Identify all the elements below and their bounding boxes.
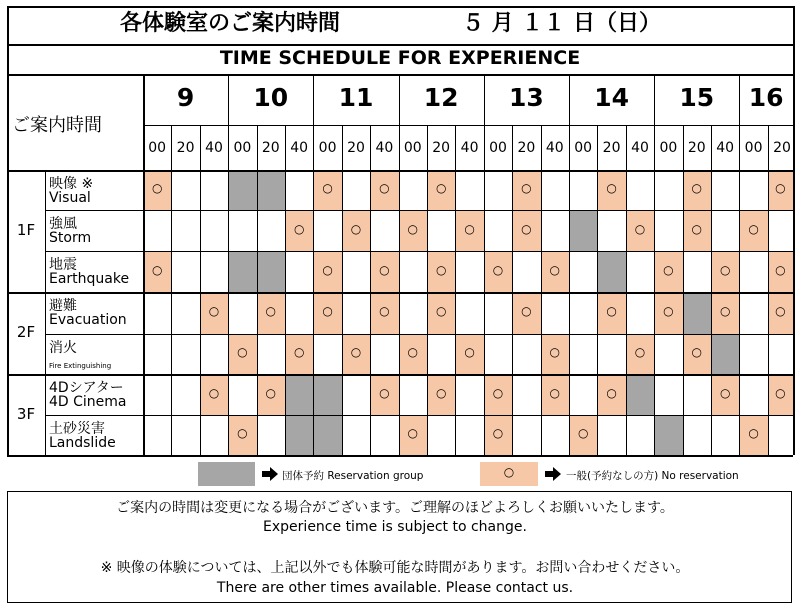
minute-label: 20 (432, 140, 451, 156)
slot-open (512, 170, 540, 210)
slot-open (285, 210, 313, 251)
slot-open (739, 210, 767, 251)
room-name-ja: 4Dシアター (49, 380, 124, 396)
slot-open (626, 334, 654, 374)
open-mark: ○ (492, 426, 504, 440)
open-mark: ○ (691, 181, 703, 195)
slot-open (484, 374, 512, 415)
column-line (228, 74, 229, 455)
column-line (427, 125, 428, 455)
open-mark: ○ (407, 345, 419, 359)
legend-group-swatch (198, 462, 255, 486)
open-mark: ○ (322, 304, 333, 318)
row-line (45, 251, 793, 252)
open-mark: ○ (549, 262, 561, 277)
slot-open (768, 374, 793, 415)
open-mark: ○ (492, 385, 504, 400)
open-mark: ○ (435, 385, 447, 400)
open-mark: ○ (379, 385, 390, 400)
border-right (793, 6, 795, 455)
open-mark: ○ (151, 262, 163, 277)
minute-label: 00 (403, 140, 422, 156)
room-name-en: Fire Extinguishing (49, 362, 112, 370)
row-line (45, 210, 793, 211)
slot-group-reserved (313, 374, 341, 415)
room-name-ja: 映像 ※ (49, 176, 94, 192)
border-subtitle (7, 74, 793, 76)
border-title (7, 44, 793, 46)
slot-open (313, 170, 341, 210)
border-floor-col (45, 170, 46, 455)
hour-label: 11 (338, 83, 374, 112)
open-mark: ○ (775, 385, 786, 400)
open-mark: ○ (577, 426, 589, 440)
slot-group-reserved (228, 170, 256, 210)
slot-open (313, 251, 341, 292)
note-line1-ja: ご案内の時間は変更になる場合がございます。ご理解のほどよろしくお願いいたします。 (116, 500, 674, 516)
open-mark: ○ (492, 262, 504, 277)
slot-open (257, 292, 285, 334)
slot-open (285, 334, 313, 374)
slot-open (569, 415, 597, 455)
hour-label: 13 (508, 83, 544, 112)
slot-open (257, 374, 285, 415)
floor-label: 2F (16, 323, 36, 341)
room-name-en: Storm (49, 230, 92, 246)
slot-open (484, 415, 512, 455)
slot-open (541, 374, 569, 415)
column-line (541, 125, 542, 455)
column-line (683, 125, 684, 455)
slot-open (342, 210, 370, 251)
open-mark: ○ (350, 345, 362, 359)
slot-open (541, 251, 569, 292)
slot-open (768, 251, 793, 292)
slot-open (541, 334, 569, 374)
slot-open (739, 415, 767, 455)
open-mark: ○ (293, 221, 305, 236)
column-line (597, 125, 598, 455)
row-line (7, 292, 793, 294)
column-line (370, 125, 371, 455)
hour-label: 12 (423, 83, 459, 112)
border-left (7, 6, 9, 455)
hour-label: 15 (679, 83, 715, 112)
open-mark: ○ (606, 304, 617, 318)
slot-open (654, 251, 682, 292)
slot-open (228, 334, 256, 374)
column-line (739, 74, 740, 455)
slot-open (399, 210, 427, 251)
border-grid-left (143, 74, 145, 455)
open-mark: ○ (435, 262, 447, 277)
open-mark: ○ (663, 262, 674, 277)
open-mark: ○ (322, 262, 333, 277)
minute-label: 40 (460, 140, 479, 156)
legend-open-arrow-icon (545, 467, 561, 481)
open-mark: ○ (208, 304, 220, 318)
slot-open (427, 251, 455, 292)
room-name-en: Evacuation (49, 312, 127, 328)
slot-open (711, 292, 739, 334)
slot-open (370, 292, 398, 334)
slot-open (597, 170, 625, 210)
slot-group-reserved (285, 374, 313, 415)
slot-open (683, 210, 711, 251)
slot-group-reserved (257, 251, 285, 292)
slot-group-reserved (285, 415, 313, 455)
slot-open (512, 210, 540, 251)
minute-label: 20 (347, 140, 365, 156)
slot-open (455, 334, 483, 374)
minute-label: 00 (148, 140, 167, 156)
slot-open (427, 374, 455, 415)
open-mark: ○ (606, 181, 617, 195)
minute-label: 20 (176, 140, 195, 156)
column-line (399, 74, 400, 455)
slot-open (626, 210, 654, 251)
border-bottom (7, 455, 793, 457)
room-name-en: 4D Cinema (49, 394, 127, 410)
open-mark: ○ (379, 181, 390, 195)
minute-label: 00 (233, 140, 252, 156)
column-line (171, 125, 172, 455)
slot-open (597, 292, 625, 334)
minute-label: 40 (375, 140, 394, 156)
slot-group-reserved (626, 374, 654, 415)
slot-open (427, 170, 455, 210)
open-mark: ○ (719, 304, 731, 318)
column-line (342, 125, 343, 455)
open-mark: ○ (407, 426, 419, 440)
column-line (654, 74, 655, 455)
slot-open (455, 210, 483, 251)
slot-open (768, 292, 793, 334)
minute-label: 20 (517, 140, 536, 156)
column-line (711, 125, 712, 455)
room-name-en: Earthquake (49, 271, 130, 287)
slot-group-reserved (257, 170, 285, 210)
slot-open (143, 251, 171, 292)
open-mark: ○ (265, 304, 277, 318)
slot-open (768, 170, 793, 210)
hour-label: 9 (176, 83, 195, 112)
slot-open (427, 292, 455, 334)
legend-group-arrow-icon (262, 467, 278, 481)
legend-open-swatch (480, 462, 538, 486)
border-hours (143, 125, 793, 126)
note-line2-en: There are other times available. Please contact us. (216, 580, 574, 596)
slot-open (597, 374, 625, 415)
minute-label: 20 (687, 140, 706, 156)
open-mark: ○ (719, 385, 731, 400)
open-mark: ○ (775, 304, 786, 318)
slot-open (484, 251, 512, 292)
slot-open (200, 292, 228, 334)
column-line (200, 125, 201, 455)
open-mark: ○ (407, 221, 419, 236)
open-mark: ○ (464, 221, 475, 236)
minute-label: 40 (205, 140, 223, 156)
minute-label: 00 (489, 140, 507, 156)
floor-label: 3F (16, 404, 36, 423)
schedule-date: ５ 月 １１ 日（日） (462, 11, 661, 36)
slot-group-reserved (228, 251, 256, 292)
slot-open (370, 374, 398, 415)
open-mark: ○ (435, 304, 447, 318)
slot-open (313, 292, 341, 334)
open-mark: ○ (237, 426, 248, 440)
slot-open (711, 251, 739, 292)
open-mark: ○ (691, 221, 703, 236)
room-name-ja: 土砂災害 (49, 421, 105, 437)
minute-label: 40 (545, 140, 564, 156)
open-mark: ○ (322, 181, 333, 195)
column-line (313, 74, 314, 455)
slot-open (683, 170, 711, 210)
room-name-en: Landslide (49, 435, 116, 451)
open-mark: ○ (265, 385, 277, 400)
column-line (257, 125, 258, 455)
page-title: 各体験室のご案内時間 (120, 11, 341, 36)
room-name-ja: 地震 (49, 257, 77, 273)
note-line1-en: Experience time is subject to change. (263, 519, 527, 535)
minute-label: 00 (574, 140, 593, 156)
column-line (455, 125, 456, 455)
hour-label: 14 (594, 83, 629, 112)
open-mark: ○ (748, 426, 759, 440)
slot-open (200, 374, 228, 415)
slot-group-reserved (313, 415, 341, 455)
open-mark: ○ (237, 345, 248, 359)
slot-open (399, 334, 427, 374)
minute-label: 20 (261, 140, 280, 156)
open-mark: ○ (521, 181, 532, 195)
row-line (45, 334, 793, 335)
slot-open (711, 374, 739, 415)
time-column-label: ご案内時間 (12, 115, 102, 136)
border-minutes (7, 170, 793, 172)
open-mark: ○ (379, 304, 390, 318)
slot-open (370, 251, 398, 292)
open-mark: ○ (775, 181, 786, 195)
open-mark: ○ (719, 262, 731, 277)
open-mark: ○ (663, 304, 674, 318)
open-mark: ○ (549, 345, 561, 359)
slot-open (143, 170, 171, 210)
open-mark: ○ (208, 385, 220, 400)
room-name-en: Visual (49, 190, 91, 206)
legend-group-label: 団体予約 Reservation group (282, 470, 424, 482)
room-name-ja: 消火 (49, 340, 77, 356)
open-mark: ○ (634, 221, 646, 236)
open-mark: ○ (435, 181, 447, 195)
slot-group-reserved (654, 415, 682, 455)
slot-open (342, 334, 370, 374)
hour-label: 16 (748, 83, 784, 112)
column-line (285, 125, 286, 455)
open-mark: ○ (549, 385, 561, 400)
slot-open (512, 292, 540, 334)
slot-group-reserved (711, 334, 739, 374)
slot-open (228, 415, 256, 455)
border-top (7, 6, 793, 8)
slot-open (399, 415, 427, 455)
hour-label: 10 (253, 83, 289, 112)
note-line2-ja: ※ 映像の体験については、上記以外でも体験可能な時間があります。お問い合わせください。 (100, 560, 690, 576)
open-mark: ○ (293, 345, 305, 359)
schedule-subtitle: TIME SCHEDULE FOR EXPERIENCE (219, 47, 581, 69)
slot-group-reserved (683, 292, 711, 334)
open-mark: ○ (521, 221, 532, 236)
column-line (512, 125, 513, 455)
minute-label: 40 (631, 140, 649, 156)
open-mark: ○ (464, 345, 475, 359)
open-mark: ○ (691, 345, 703, 359)
minute-label: 40 (290, 140, 309, 156)
column-line (626, 125, 627, 455)
open-mark: ○ (606, 385, 617, 400)
column-line (569, 74, 570, 455)
floor-label: 1F (16, 221, 36, 239)
open-mark: ○ (775, 262, 786, 277)
open-mark: ○ (379, 262, 390, 277)
minute-label: 00 (744, 140, 763, 156)
slot-open (370, 170, 398, 210)
row-line (7, 374, 793, 376)
column-line (768, 125, 769, 455)
room-name-ja: 強風 (49, 216, 77, 232)
open-mark: ○ (350, 221, 362, 236)
row-line (45, 415, 793, 416)
open-mark: ○ (151, 181, 163, 195)
slot-open (683, 334, 711, 374)
slot-group-reserved (597, 251, 625, 292)
open-mark: ○ (748, 221, 759, 236)
slot-group-reserved (569, 210, 597, 251)
minute-label: 20 (773, 140, 791, 156)
open-mark: ○ (521, 304, 532, 318)
slot-open (654, 292, 682, 334)
minute-label: 40 (716, 140, 735, 156)
room-name-ja: 避難 (49, 298, 77, 314)
open-mark: ○ (634, 345, 646, 359)
legend-open-mark: ○ (503, 465, 515, 479)
minute-label: 00 (659, 140, 678, 156)
minute-label: 00 (318, 140, 337, 156)
column-line (484, 74, 485, 455)
legend-open-label: 一般(予約なしの方) No reservation (566, 470, 739, 482)
minute-label: 20 (602, 140, 621, 156)
